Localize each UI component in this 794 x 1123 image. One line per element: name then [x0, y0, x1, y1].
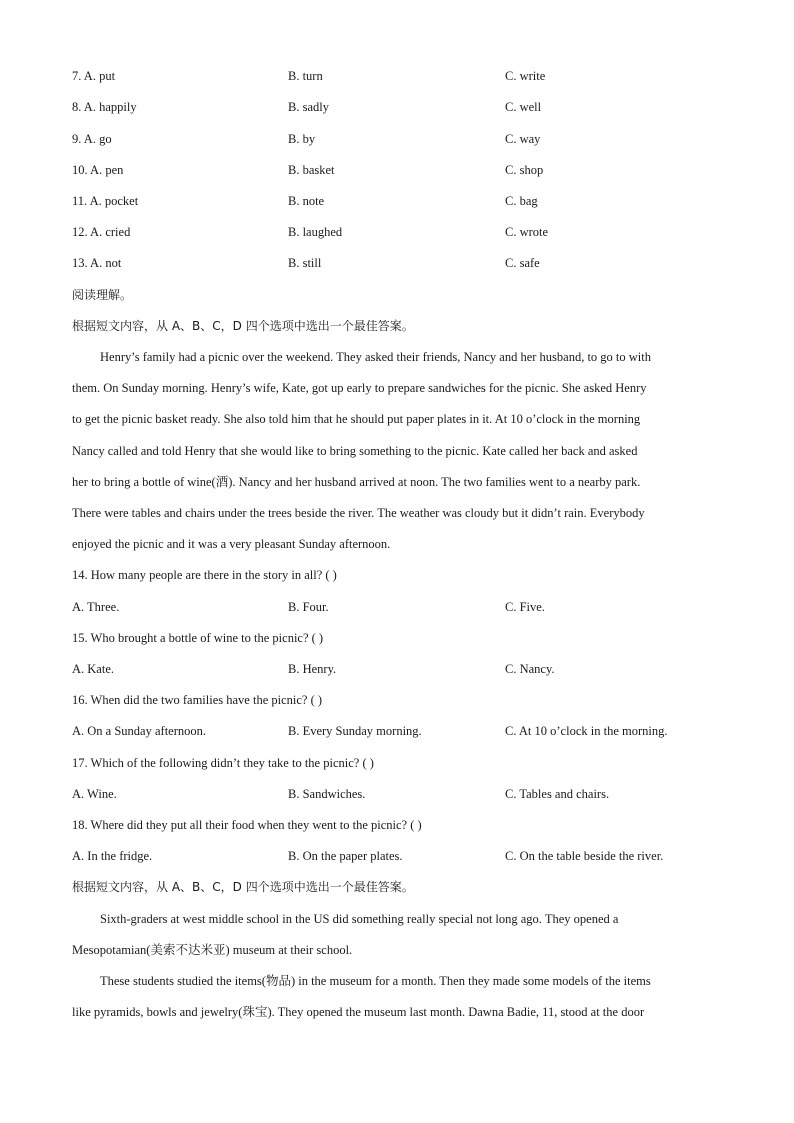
passage-line: Nancy called and told Henry that she would like to bring something to the picnic. Kate called her back and asked — [72, 444, 638, 458]
option-b: B. basket — [288, 163, 335, 177]
passage-line: These students studied the items(物品) in the museum for a month. Then they made some models of the items — [100, 974, 651, 988]
question-stem: 15. Who brought a bottle of wine to the picnic? ( ) — [72, 631, 324, 645]
option-a: 8. A. happily — [72, 100, 137, 114]
answer-option-c: C. Tables and chairs. — [505, 787, 610, 801]
answer-option-a: A. Kate. — [72, 662, 114, 676]
option-c: C. way — [505, 132, 541, 146]
answer-option-a: A. Wine. — [72, 787, 117, 801]
question-stem: 17. Which of the following didn’t they take to the picnic? ( ) — [72, 756, 374, 770]
option-c: C. write — [505, 69, 546, 83]
option-c: C. safe — [505, 256, 540, 270]
passage-line: Sixth-graders at west middle school in the US did something really special not long ago. They opened a — [100, 912, 619, 926]
passage-line: Henry’s family had a picnic over the weekend. They asked their friends, Nancy and her husband, to go to with — [100, 350, 651, 364]
option-a: 10. A. pen — [72, 163, 124, 177]
passage-line: them. On Sunday morning. Henry’s wife, Kate, got up early to prepare sandwiches for the picnic. She asked Henry — [72, 381, 647, 395]
answer-option-b: B. Sandwiches. — [288, 787, 366, 801]
answer-option-b: B. On the paper plates. — [288, 849, 403, 863]
option-b: B. sadly — [288, 100, 329, 114]
question-stem: 14. How many people are there in the story in all? ( ) — [72, 568, 337, 582]
answer-option-a: A. On a Sunday afternoon. — [72, 724, 206, 738]
option-b: B. still — [288, 256, 322, 270]
instruction: 根据短文内容，从 A、B、C，D 四个选项中选出一个最佳答案。 — [72, 880, 414, 894]
passage-line: Mesopotamian(美索不达米亚) museum at their school. — [72, 943, 353, 957]
option-c: C. wrote — [505, 225, 549, 239]
answer-option-b: B. Four. — [288, 600, 329, 614]
option-b: B. by — [288, 132, 316, 146]
option-a: 7. A. put — [72, 69, 116, 83]
answer-option-c: C. Five. — [505, 600, 545, 614]
instruction: 根据短文内容，从 A、B、C，D 四个选项中选出一个最佳答案。 — [72, 319, 414, 333]
option-a: 13. A. not — [72, 256, 122, 270]
option-a: 9. A. go — [72, 132, 112, 146]
option-a: 11. A. pocket — [72, 194, 139, 208]
option-b: B. turn — [288, 69, 323, 83]
passage-line: like pyramids, bowls and jewelry(珠宝). They opened the museum last month. Dawna Badie, 11, stood at the door — [72, 1005, 645, 1019]
answer-option-c: C. Nancy. — [505, 662, 555, 676]
option-c: C. bag — [505, 194, 538, 208]
answer-option-a: A. In the fridge. — [72, 849, 153, 863]
passage-line: There were tables and chairs under the trees beside the river. The weather was cloudy but it didn’t rain. Everybody — [72, 506, 645, 520]
option-c: C. shop — [505, 163, 544, 177]
option-b: B. laughed — [288, 225, 343, 239]
passage-line: enjoyed the picnic and it was a very pleasant Sunday afternoon. — [72, 537, 391, 551]
answer-option-c: C. At 10 o’clock in the morning. — [505, 724, 668, 738]
answer-option-a: A. Three. — [72, 600, 120, 614]
option-a: 12. A. cried — [72, 225, 131, 239]
section-title: 阅读理解。 — [72, 288, 133, 302]
question-stem: 16. When did the two families have the picnic? ( ) — [72, 693, 323, 707]
option-b: B. note — [288, 194, 325, 208]
passage-line: to get the picnic basket ready. She also told him that he should put paper plates in it. At 10 o’clock in the morning — [72, 412, 641, 426]
question-stem: 18. Where did they put all their food when they went to the picnic? ( ) — [72, 818, 422, 832]
answer-option-b: B. Henry. — [288, 662, 337, 676]
answer-option-c: C. On the table beside the river. — [505, 849, 664, 863]
option-c: C. well — [505, 100, 542, 114]
passage-line: her to bring a bottle of wine(酒). Nancy and her husband arrived at noon. The two families went to a nearby park. — [72, 475, 641, 489]
answer-option-b: B. Every Sunday morning. — [288, 724, 422, 738]
